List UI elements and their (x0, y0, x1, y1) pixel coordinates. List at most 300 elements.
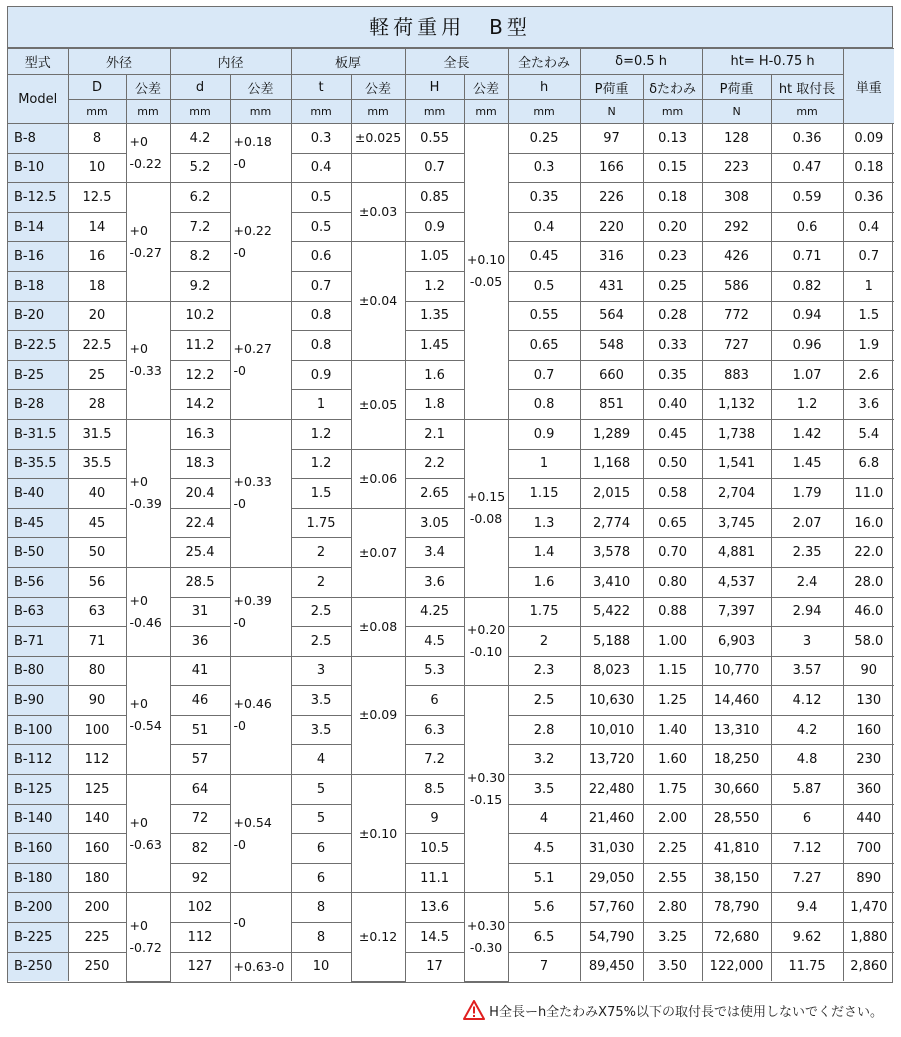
thickness-cell: 5 (291, 775, 351, 805)
outer-diameter-tolerance-cell: +0 -0.33 (126, 301, 170, 419)
outer-diameter-cell: 160 (68, 834, 126, 864)
p-load-ht-cell: 3,745 (702, 508, 771, 538)
inner-diameter-tolerance-cell: -0 (230, 893, 291, 952)
header-H: H (405, 75, 464, 100)
p-load-cell: 22,480 (580, 775, 643, 805)
table-row (8, 656, 894, 686)
thickness-tolerance-cell: ±0.09 (351, 656, 405, 774)
header-h: h (508, 75, 580, 100)
delta-deflection-cell: 0.18 (643, 183, 702, 213)
model-cell: B-160 (8, 834, 68, 864)
thickness-cell: 2 (291, 567, 351, 597)
ht-install-length-cell: 7.12 (771, 834, 843, 864)
p-load-ht-cell: 7,397 (702, 597, 771, 627)
thickness-cell: 6 (291, 834, 351, 864)
delta-deflection-cell: 0.50 (643, 449, 702, 479)
unit-tol-t: mm (351, 100, 405, 124)
weight-cell: 5.4 (843, 419, 894, 449)
p-load-cell: 564 (580, 301, 643, 331)
p-load-cell: 13,720 (580, 745, 643, 775)
p-load-ht-cell: 223 (702, 153, 771, 183)
deflection-cell: 1.6 (508, 567, 580, 597)
outer-diameter-cell: 125 (68, 775, 126, 805)
model-cell: B-225 (8, 923, 68, 953)
header-ht: ht= H-0.75 h (702, 49, 843, 75)
outer-diameter-tolerance-cell: +0 -0.46 (126, 567, 170, 656)
warning-icon (463, 1000, 485, 1020)
inner-diameter-tolerance-cell: +0.46 -0 (230, 656, 291, 774)
header-type: 型式 (8, 49, 68, 75)
outer-diameter-cell: 90 (68, 686, 126, 716)
inner-diameter-cell: 64 (170, 775, 230, 805)
unit-H: mm (405, 100, 464, 124)
unit-d: mm (170, 100, 230, 124)
header-p-load-2: P荷重 (702, 75, 771, 100)
delta-deflection-cell: 0.35 (643, 360, 702, 390)
thickness-tolerance-cell: ±0.10 (351, 775, 405, 893)
model-cell: B-100 (8, 715, 68, 745)
outer-diameter-cell: 28 (68, 390, 126, 420)
p-load-cell: 10,010 (580, 715, 643, 745)
total-length-cell: 1.6 (405, 360, 464, 390)
weight-cell: 6.8 (843, 449, 894, 479)
weight-cell: 0.7 (843, 242, 894, 272)
inner-diameter-cell: 5.2 (170, 153, 230, 183)
total-length-cell: 2.2 (405, 449, 464, 479)
model-cell: B-63 (8, 597, 68, 627)
delta-deflection-cell: 0.70 (643, 538, 702, 568)
deflection-cell: 0.3 (508, 153, 580, 183)
unit-h: mm (508, 100, 580, 124)
outer-diameter-tolerance-cell: +0 -0.39 (126, 419, 170, 567)
outer-diameter-tolerance-cell: +0 -0.72 (126, 893, 170, 981)
model-cell: B-10 (8, 153, 68, 183)
p-load-ht-cell: 41,810 (702, 834, 771, 864)
p-load-ht-cell: 14,460 (702, 686, 771, 716)
delta-deflection-cell: 0.40 (643, 390, 702, 420)
model-cell: B-90 (8, 686, 68, 716)
inner-diameter-cell: 18.3 (170, 449, 230, 479)
p-load-cell: 89,450 (580, 952, 643, 981)
total-length-cell: 7.2 (405, 745, 464, 775)
unit-p-load-1: N (580, 100, 643, 124)
inner-diameter-cell: 8.2 (170, 242, 230, 272)
inner-diameter-cell: 57 (170, 745, 230, 775)
outer-diameter-cell: 12.5 (68, 183, 126, 213)
ht-install-length-cell: 1.79 (771, 479, 843, 509)
total-length-cell: 0.9 (405, 212, 464, 242)
weight-cell: 1.5 (843, 301, 894, 331)
table-row (8, 893, 894, 923)
delta-deflection-cell: 0.45 (643, 419, 702, 449)
delta-deflection-cell: 2.55 (643, 863, 702, 893)
model-cell: B-8 (8, 124, 68, 154)
thickness-tolerance-cell (351, 153, 405, 183)
total-length-cell: 3.6 (405, 567, 464, 597)
deflection-cell: 2 (508, 627, 580, 657)
unit-ht-install-length: mm (771, 100, 843, 124)
p-load-ht-cell: 10,770 (702, 656, 771, 686)
p-load-cell: 1,168 (580, 449, 643, 479)
thickness-cell: 10 (291, 952, 351, 981)
total-length-cell: 6 (405, 686, 464, 716)
ht-install-length-cell: 2.35 (771, 538, 843, 568)
header-tol-od: 公差 (126, 75, 170, 100)
inner-diameter-cell: 9.2 (170, 271, 230, 301)
thickness-tolerance-cell: ±0.05 (351, 360, 405, 449)
outer-diameter-cell: 80 (68, 656, 126, 686)
outer-diameter-cell: 250 (68, 952, 126, 981)
table-row (8, 567, 894, 597)
total-length-cell: 3.05 (405, 508, 464, 538)
ht-install-length-cell: 1.07 (771, 360, 843, 390)
outer-diameter-tolerance-cell: +0 -0.27 (126, 183, 170, 301)
deflection-cell: 1.75 (508, 597, 580, 627)
p-load-ht-cell: 72,680 (702, 923, 771, 953)
p-load-ht-cell: 6,903 (702, 627, 771, 657)
delta-deflection-cell: 1.00 (643, 627, 702, 657)
spec-table (8, 48, 894, 982)
p-load-ht-cell: 4,537 (702, 567, 771, 597)
weight-cell: 22.0 (843, 538, 894, 568)
outer-diameter-cell: 20 (68, 301, 126, 331)
total-length-cell: 5.3 (405, 656, 464, 686)
inner-diameter-cell: 72 (170, 804, 230, 834)
ht-install-length-cell: 0.36 (771, 124, 843, 154)
deflection-cell: 0.35 (508, 183, 580, 213)
ht-install-length-cell: 4.12 (771, 686, 843, 716)
delta-deflection-cell: 3.50 (643, 952, 702, 981)
table-row (8, 183, 894, 213)
deflection-cell: 6.5 (508, 923, 580, 953)
thickness-cell: 3 (291, 656, 351, 686)
delta-deflection-cell: 0.88 (643, 597, 702, 627)
delta-deflection-cell: 0.58 (643, 479, 702, 509)
ht-install-length-cell: 0.94 (771, 301, 843, 331)
ht-install-length-cell: 5.87 (771, 775, 843, 805)
thickness-cell: 0.5 (291, 212, 351, 242)
ht-install-length-cell: 0.47 (771, 153, 843, 183)
total-length-cell: 1.45 (405, 331, 464, 361)
outer-diameter-cell: 63 (68, 597, 126, 627)
p-load-cell: 5,188 (580, 627, 643, 657)
total-length-cell: 0.7 (405, 153, 464, 183)
total-length-cell: 10.5 (405, 834, 464, 864)
deflection-cell: 2.8 (508, 715, 580, 745)
delta-deflection-cell: 1.40 (643, 715, 702, 745)
p-load-ht-cell: 4,881 (702, 538, 771, 568)
inner-diameter-cell: 12.2 (170, 360, 230, 390)
model-cell: B-22.5 (8, 331, 68, 361)
deflection-cell: 3.5 (508, 775, 580, 805)
deflection-cell: 4 (508, 804, 580, 834)
thickness-cell: 0.8 (291, 301, 351, 331)
header-delta-deflection: δたわみ (643, 75, 702, 100)
ht-install-length-cell: 11.75 (771, 952, 843, 981)
total-length-tolerance-cell: +0.30 -0.30 (464, 893, 508, 981)
model-cell: B-125 (8, 775, 68, 805)
header-thickness: 板厚 (291, 49, 405, 75)
thickness-cell: 2 (291, 538, 351, 568)
model-cell: B-12.5 (8, 183, 68, 213)
weight-cell: 11.0 (843, 479, 894, 509)
thickness-cell: 0.3 (291, 124, 351, 154)
thickness-cell: 3.5 (291, 686, 351, 716)
thickness-tolerance-cell: ±0.025 (351, 124, 405, 154)
delta-deflection-cell: 2.00 (643, 804, 702, 834)
header-tol-t: 公差 (351, 75, 405, 100)
delta-deflection-cell: 1.60 (643, 745, 702, 775)
thickness-cell: 0.6 (291, 242, 351, 272)
weight-cell: 0.36 (843, 183, 894, 213)
thickness-cell: 0.7 (291, 271, 351, 301)
thickness-cell: 6 (291, 863, 351, 893)
total-length-cell: 14.5 (405, 923, 464, 953)
spec-table-sheet (7, 6, 893, 983)
deflection-cell: 0.7 (508, 360, 580, 390)
inner-diameter-cell: 46 (170, 686, 230, 716)
ht-install-length-cell: 9.62 (771, 923, 843, 953)
inner-diameter-tolerance-cell: +0.33 -0 (230, 419, 291, 567)
model-cell: B-40 (8, 479, 68, 509)
deflection-cell: 0.65 (508, 331, 580, 361)
deflection-cell: 1 (508, 449, 580, 479)
header-total-deflection: 全たわみ (508, 49, 580, 75)
header-total-length: 全長 (405, 49, 508, 75)
inner-diameter-cell: 31 (170, 597, 230, 627)
model-cell: B-35.5 (8, 449, 68, 479)
thickness-cell: 3.5 (291, 715, 351, 745)
unit-p-load-2: N (702, 100, 771, 124)
p-load-ht-cell: 308 (702, 183, 771, 213)
weight-cell: 58.0 (843, 627, 894, 657)
ht-install-length-cell: 0.82 (771, 271, 843, 301)
deflection-cell: 0.4 (508, 212, 580, 242)
inner-diameter-cell: 4.2 (170, 124, 230, 154)
p-load-ht-cell: 78,790 (702, 893, 771, 923)
p-load-ht-cell: 426 (702, 242, 771, 272)
header-weight: 単重 (843, 49, 894, 124)
ht-install-length-cell: 4.2 (771, 715, 843, 745)
deflection-cell: 1.15 (508, 479, 580, 509)
header-p-load-1: P荷重 (580, 75, 643, 100)
header-tol-id: 公差 (230, 75, 291, 100)
weight-cell: 0.4 (843, 212, 894, 242)
p-load-ht-cell: 128 (702, 124, 771, 154)
total-length-cell: 1.05 (405, 242, 464, 272)
total-length-tolerance-cell: +0.20 -0.10 (464, 597, 508, 686)
header-tol-H: 公差 (464, 75, 508, 100)
header-t: t (291, 75, 351, 100)
weight-cell: 2,860 (843, 952, 894, 981)
thickness-tolerance-cell: ±0.12 (351, 893, 405, 981)
inner-diameter-cell: 92 (170, 863, 230, 893)
spec-table-body (8, 124, 894, 982)
ht-install-length-cell: 7.27 (771, 863, 843, 893)
outer-diameter-cell: 8 (68, 124, 126, 154)
p-load-cell: 226 (580, 183, 643, 213)
p-load-cell: 316 (580, 242, 643, 272)
weight-cell: 890 (843, 863, 894, 893)
outer-diameter-tolerance-cell: +0 -0.22 (126, 124, 170, 183)
p-load-cell: 1,289 (580, 419, 643, 449)
total-length-cell: 13.6 (405, 893, 464, 923)
total-length-cell: 0.55 (405, 124, 464, 154)
model-cell: B-71 (8, 627, 68, 657)
header-ht-install-length: ht 取付長 (771, 75, 843, 100)
deflection-cell: 7 (508, 952, 580, 981)
inner-diameter-cell: 25.4 (170, 538, 230, 568)
weight-cell: 230 (843, 745, 894, 775)
table-row (8, 301, 894, 331)
outer-diameter-cell: 40 (68, 479, 126, 509)
inner-diameter-cell: 112 (170, 923, 230, 953)
p-load-cell: 166 (580, 153, 643, 183)
inner-diameter-tolerance-cell: +0.54 -0 (230, 775, 291, 893)
thickness-cell: 1.2 (291, 419, 351, 449)
outer-diameter-cell: 112 (68, 745, 126, 775)
model-cell: B-56 (8, 567, 68, 597)
ht-install-length-cell: 0.59 (771, 183, 843, 213)
usage-note (463, 1000, 883, 1020)
p-load-cell: 220 (580, 212, 643, 242)
deflection-cell: 0.55 (508, 301, 580, 331)
outer-diameter-tolerance-cell: +0 -0.63 (126, 775, 170, 893)
header-D: D (68, 75, 126, 100)
inner-diameter-tolerance-cell: +0.39 -0 (230, 567, 291, 656)
thickness-cell: 0.8 (291, 331, 351, 361)
weight-cell: 1,470 (843, 893, 894, 923)
deflection-cell: 0.8 (508, 390, 580, 420)
weight-cell: 90 (843, 656, 894, 686)
ht-install-length-cell: 6 (771, 804, 843, 834)
unit-delta-deflection: mm (643, 100, 702, 124)
p-load-cell: 3,410 (580, 567, 643, 597)
p-load-cell: 3,578 (580, 538, 643, 568)
deflection-cell: 3.2 (508, 745, 580, 775)
total-length-cell: 8.5 (405, 775, 464, 805)
thickness-cell: 1.75 (291, 508, 351, 538)
total-length-cell: 9 (405, 804, 464, 834)
delta-deflection-cell: 0.13 (643, 124, 702, 154)
thickness-cell: 5 (291, 804, 351, 834)
inner-diameter-cell: 41 (170, 656, 230, 686)
weight-cell: 1,880 (843, 923, 894, 953)
ht-install-length-cell: 9.4 (771, 893, 843, 923)
thickness-tolerance-cell: ±0.03 (351, 183, 405, 242)
table-row (8, 419, 894, 449)
model-cell: B-25 (8, 360, 68, 390)
thickness-tolerance-cell: ±0.04 (351, 242, 405, 360)
ht-install-length-cell: 0.6 (771, 212, 843, 242)
delta-deflection-cell: 1.75 (643, 775, 702, 805)
thickness-tolerance-cell: ±0.08 (351, 597, 405, 656)
weight-cell: 130 (843, 686, 894, 716)
ht-install-length-cell: 2.07 (771, 508, 843, 538)
header-delta-half: δ=0.5 h (580, 49, 702, 75)
ht-install-length-cell: 4.8 (771, 745, 843, 775)
weight-cell: 3.6 (843, 390, 894, 420)
ht-install-length-cell: 2.94 (771, 597, 843, 627)
delta-deflection-cell: 0.20 (643, 212, 702, 242)
deflection-cell: 0.45 (508, 242, 580, 272)
weight-cell: 16.0 (843, 508, 894, 538)
p-load-cell: 660 (580, 360, 643, 390)
p-load-cell: 54,790 (580, 923, 643, 953)
deflection-cell: 5.1 (508, 863, 580, 893)
model-cell: B-140 (8, 804, 68, 834)
deflection-cell: 2.3 (508, 656, 580, 686)
thickness-cell: 1 (291, 390, 351, 420)
p-load-ht-cell: 38,150 (702, 863, 771, 893)
unit-tol-H: mm (464, 100, 508, 124)
p-load-cell: 97 (580, 124, 643, 154)
outer-diameter-cell: 140 (68, 804, 126, 834)
outer-diameter-cell: 22.5 (68, 331, 126, 361)
inner-diameter-cell: 51 (170, 715, 230, 745)
inner-diameter-cell: 7.2 (170, 212, 230, 242)
weight-cell: 0.09 (843, 124, 894, 154)
delta-deflection-cell: 0.33 (643, 331, 702, 361)
thickness-cell: 2.5 (291, 597, 351, 627)
deflection-cell: 1.3 (508, 508, 580, 538)
p-load-cell: 2,015 (580, 479, 643, 509)
p-load-ht-cell: 1,541 (702, 449, 771, 479)
table-row (8, 775, 894, 805)
outer-diameter-tolerance-cell: +0 -0.54 (126, 656, 170, 774)
outer-diameter-cell: 35.5 (68, 449, 126, 479)
model-cell: B-200 (8, 893, 68, 923)
p-load-ht-cell: 28,550 (702, 804, 771, 834)
inner-diameter-cell: 127 (170, 952, 230, 981)
unit-t: mm (291, 100, 351, 124)
deflection-cell: 4.5 (508, 834, 580, 864)
ht-install-length-cell: 3.57 (771, 656, 843, 686)
delta-deflection-cell: 0.23 (643, 242, 702, 272)
outer-diameter-cell: 50 (68, 538, 126, 568)
weight-cell: 28.0 (843, 567, 894, 597)
p-load-ht-cell: 292 (702, 212, 771, 242)
ht-install-length-cell: 3 (771, 627, 843, 657)
p-load-cell: 57,760 (580, 893, 643, 923)
outer-diameter-cell: 100 (68, 715, 126, 745)
model-cell: B-18 (8, 271, 68, 301)
weight-cell: 0.18 (843, 153, 894, 183)
outer-diameter-cell: 71 (68, 627, 126, 657)
ht-install-length-cell: 0.71 (771, 242, 843, 272)
outer-diameter-cell: 225 (68, 923, 126, 953)
p-load-ht-cell: 883 (702, 360, 771, 390)
model-cell: B-80 (8, 656, 68, 686)
outer-diameter-cell: 16 (68, 242, 126, 272)
delta-deflection-cell: 0.28 (643, 301, 702, 331)
p-load-cell: 851 (580, 390, 643, 420)
inner-diameter-cell: 20.4 (170, 479, 230, 509)
inner-diameter-cell: 10.2 (170, 301, 230, 331)
p-load-cell: 31,030 (580, 834, 643, 864)
thickness-cell: 8 (291, 923, 351, 953)
weight-cell: 360 (843, 775, 894, 805)
total-length-cell: 1.35 (405, 301, 464, 331)
thickness-cell: 0.9 (291, 360, 351, 390)
weight-cell: 160 (843, 715, 894, 745)
outer-diameter-cell: 45 (68, 508, 126, 538)
outer-diameter-cell: 25 (68, 360, 126, 390)
delta-deflection-cell: 0.15 (643, 153, 702, 183)
weight-cell: 1.9 (843, 331, 894, 361)
weight-cell: 1 (843, 271, 894, 301)
p-load-ht-cell: 122,000 (702, 952, 771, 981)
